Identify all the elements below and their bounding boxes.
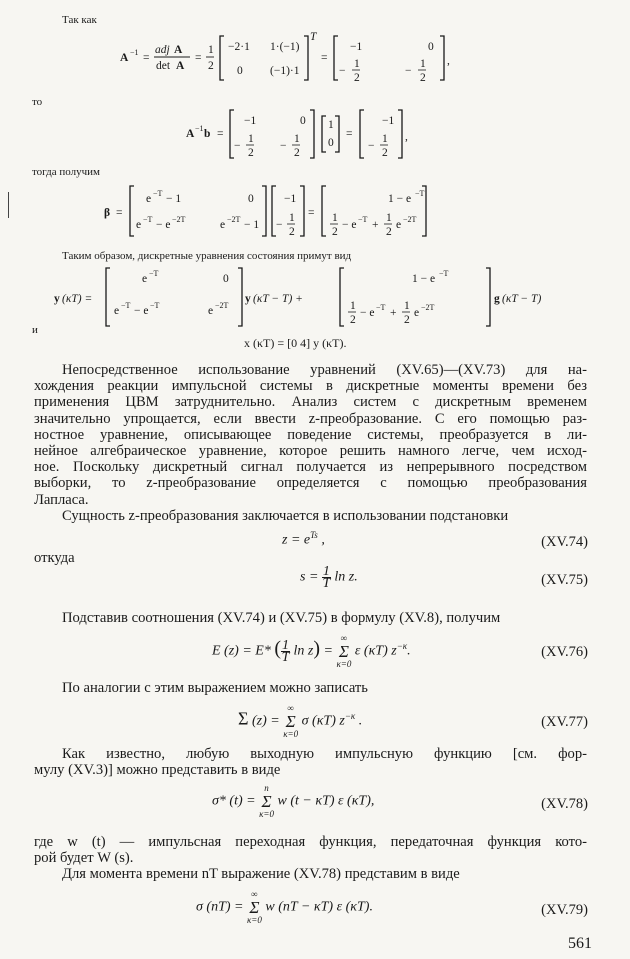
svg-text:−2T: −2T (172, 215, 186, 224)
svg-text:−T: −T (121, 301, 131, 310)
text-line: мулу (XV.3)] можно представить в виде (34, 762, 281, 779)
svg-text:−: − (280, 140, 287, 152)
text-line: Как известно, любую выходную импульсную функцию [см. фор- (62, 746, 587, 762)
svg-text:−T: −T (376, 303, 386, 312)
svg-text:=: = (116, 207, 123, 219)
text-line: Непосредственное использование уравнений (XV.65)—(XV.73) для на- (62, 362, 587, 378)
svg-text:−1: −1 (284, 193, 297, 205)
svg-text:− 1: − 1 (244, 219, 260, 231)
svg-text:(κT − T): (κT − T) (502, 293, 542, 305)
svg-text:adj: adj (155, 44, 170, 56)
svg-text:1: 1 (420, 58, 426, 70)
formula-xv78: σ* (t) = n Σ κ=0 w (t − κT) ε (κT), (212, 783, 375, 819)
svg-text:1: 1 (332, 212, 338, 224)
text-line: нейное алгебраическое уравнение, которое решить намного легче, чем исход- (34, 443, 587, 460)
svg-text:1: 1 (354, 58, 360, 70)
intro-label: Так как (62, 14, 97, 26)
text-line: ное. Поскольку дискретный сигнал получается из непрерывного посредством (34, 459, 587, 476)
equation-number: (XV.77) (541, 714, 588, 730)
svg-text:y: y (245, 293, 251, 305)
svg-text:=: = (321, 52, 328, 64)
svg-text:=: = (195, 52, 202, 64)
takim-text: Таким образом, дискретные уравнения состояния примут вид (62, 250, 352, 262)
svg-text:−1: −1 (130, 48, 139, 57)
svg-text:2: 2 (354, 72, 360, 84)
svg-text:+: + (390, 307, 397, 319)
formula-xv75: s = $\frac{1}{T}$ ln z. (300, 564, 358, 591)
paragraph-moment: Для момента времени nT выражение (XV.78) представим в виде (62, 866, 460, 882)
svg-text:1: 1 (382, 133, 388, 145)
svg-text:e: e (146, 193, 152, 205)
svg-text:1: 1 (404, 300, 410, 312)
text-line: где w (t) — импульсная переходная функция, передаточная функция кото- (34, 834, 587, 850)
paragraph-analogy: По аналогии с этим выражением можно записать (62, 680, 368, 696)
svg-text:1 − e: 1 − e (412, 273, 436, 285)
svg-text:,: , (447, 55, 450, 67)
svg-text:−T: −T (153, 189, 163, 198)
svg-text:−2T: −2T (215, 301, 229, 310)
svg-text:e: e (396, 219, 402, 231)
svg-text:=: = (143, 52, 150, 64)
svg-text:1·(−1): 1·(−1) (270, 41, 300, 53)
svg-text:−: − (405, 65, 412, 77)
text-line: ностное уравнение, описывающее поведение системы, преобразуется в ли- (34, 426, 587, 443)
text-line: применения ЦВМ затруднительно. Анализ систем с дискретным временем (34, 394, 587, 411)
svg-text:2: 2 (386, 226, 392, 238)
text-line: значительно упрощается, если ввести z-преобразование. С его помощью раз- (34, 410, 587, 427)
svg-text:−2·1: −2·1 (228, 41, 250, 53)
svg-text:− e: − e (134, 305, 149, 317)
equation-a-inverse (110, 28, 500, 88)
text-line: Лапласа. (34, 491, 89, 508)
svg-text:−: − (368, 140, 375, 152)
svg-text:−2T: −2T (227, 215, 241, 224)
svg-text:1: 1 (208, 44, 214, 56)
paragraph-substituting: Подставив соотношения (XV.74) и (XV.75) в формулу (XV.8), получим (62, 610, 501, 626)
svg-text:β: β (104, 207, 111, 219)
equation-number: (XV.79) (541, 902, 588, 918)
text-line: рой будет W (s). (34, 850, 134, 867)
svg-text:2: 2 (404, 314, 410, 326)
otkuda-label: откуда (34, 550, 75, 566)
svg-text:=: = (308, 207, 315, 219)
svg-text:y: y (54, 293, 60, 305)
togda-label: тогда получим (32, 166, 100, 178)
svg-text:2: 2 (420, 72, 426, 84)
svg-text:e: e (142, 273, 148, 285)
svg-text:A: A (186, 128, 195, 140)
equation-number: (XV.76) (541, 644, 588, 660)
svg-text:−: − (276, 219, 283, 231)
svg-text:−1: −1 (350, 41, 363, 53)
svg-text:2: 2 (350, 314, 356, 326)
svg-text:0: 0 (223, 273, 229, 285)
svg-text:−T: −T (439, 269, 449, 278)
formula-xv77: Σ (z) = ∞ Σ κ=0 σ (κT) $z^{-\kappa}$ . (238, 703, 363, 739)
svg-text:e: e (208, 305, 214, 317)
svg-text:2: 2 (289, 226, 295, 238)
svg-text:T: T (310, 31, 317, 43)
svg-text:−T: −T (358, 215, 368, 224)
svg-text:0: 0 (300, 115, 306, 127)
svg-text:A: A (120, 52, 129, 64)
svg-text:1: 1 (386, 212, 392, 224)
svg-text:2: 2 (294, 147, 300, 159)
paragraph-known (34, 746, 587, 778)
equation-number: (XV.78) (541, 796, 588, 812)
svg-text:1: 1 (328, 119, 334, 131)
svg-text:− e: − e (342, 219, 357, 231)
svg-text:2: 2 (382, 147, 388, 159)
svg-text:g: g (494, 293, 500, 305)
svg-text:(κT − T) +: (κT − T) + (253, 293, 303, 305)
svg-text:0: 0 (248, 193, 254, 205)
svg-text:e: e (114, 305, 120, 317)
svg-text:−T: −T (143, 215, 153, 224)
text-line: хождения реакции импульсной системы в дискретные моменты времени без (34, 378, 587, 395)
svg-text:=: = (346, 128, 353, 140)
equation-number: (XV.74) (541, 534, 588, 550)
svg-text:(κT) =: (κT) = (62, 293, 93, 305)
svg-text:−T: −T (415, 189, 425, 198)
paragraph-intro (34, 362, 587, 508)
svg-text:−2T: −2T (421, 303, 435, 312)
svg-text:0: 0 (428, 41, 434, 53)
svg-text:e: e (220, 219, 226, 231)
svg-text:−1: −1 (195, 124, 204, 133)
svg-text:− 1: − 1 (166, 193, 182, 205)
svg-text:A: A (174, 44, 183, 56)
paragraph-substitution: Сущность z-преобразования заключается в использовании подстановки (62, 508, 509, 524)
svg-text:+: + (372, 219, 379, 231)
equation-state (28, 262, 588, 332)
svg-text:A: A (176, 60, 185, 72)
formula-xv79: σ (nT) = ∞ Σ κ=0 w (nT − κT) ε (κT). (196, 889, 373, 925)
to-label: то (32, 96, 43, 108)
svg-text:e: e (414, 307, 420, 319)
svg-text:− e: − e (360, 307, 375, 319)
svg-text:1: 1 (350, 300, 356, 312)
svg-text:det: det (156, 60, 171, 72)
formula-xv76: E (z) = E* ( $\frac{1}{T}$ ln z) = ∞ Σ κ=0 ε (κT) $z^{-\kappa}$. (212, 633, 411, 669)
svg-text:1: 1 (289, 212, 295, 224)
svg-text:−1: −1 (382, 115, 395, 127)
svg-text:,: , (405, 131, 408, 143)
paragraph-where (34, 834, 587, 866)
svg-text:−1: −1 (244, 115, 257, 127)
svg-text:0: 0 (328, 137, 334, 149)
equation-a-inverse-b (180, 104, 460, 164)
svg-text:0: 0 (237, 65, 243, 77)
and-label: и (32, 324, 38, 336)
svg-text:2: 2 (208, 60, 214, 72)
svg-text:b: b (204, 128, 211, 140)
page-number: 561 (568, 935, 592, 952)
svg-text:−T: −T (150, 301, 160, 310)
formula-xv74: $z = e^{Ts}$ , (282, 530, 325, 548)
equation-beta (100, 180, 540, 242)
svg-text:1 − e: 1 − e (388, 193, 412, 205)
svg-text:−T: −T (149, 269, 159, 278)
margin-mark (8, 192, 9, 218)
equation-output: x (κT) = [0 4] y (κT). (244, 336, 347, 350)
svg-text:2: 2 (332, 226, 338, 238)
svg-text:2: 2 (248, 147, 254, 159)
svg-text:−2T: −2T (403, 215, 417, 224)
svg-text:1: 1 (248, 133, 254, 145)
svg-text:e: e (136, 219, 142, 231)
svg-text:=: = (217, 128, 224, 140)
svg-text:−: − (234, 140, 241, 152)
svg-text:− e: − e (156, 219, 171, 231)
svg-text:−: − (339, 65, 346, 77)
svg-text:(−1)·1: (−1)·1 (270, 65, 300, 77)
svg-text:1: 1 (294, 133, 300, 145)
text-line: выборки, то z-преобразование определяется с помощью преобразования (34, 475, 587, 492)
equation-number: (XV.75) (541, 572, 588, 588)
